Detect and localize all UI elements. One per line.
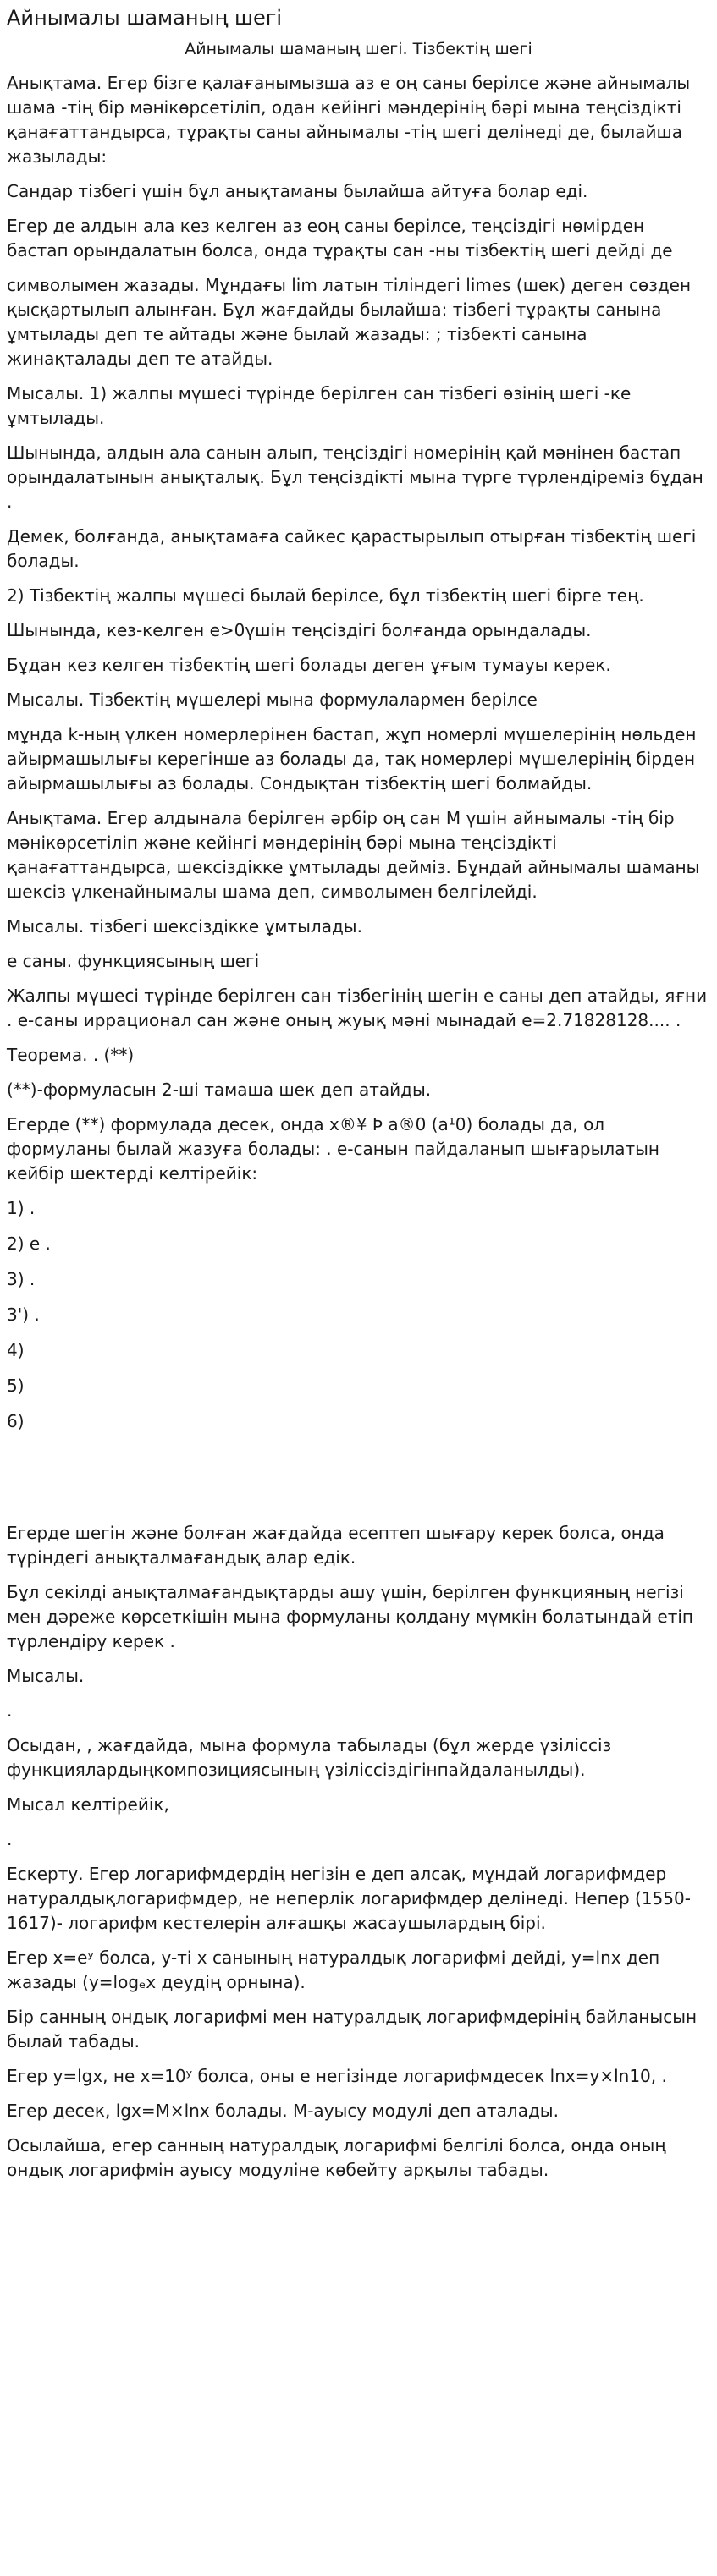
paragraph: Егерде (**) формулада десек, онда x®¥ Þ a®0 (a¹0) болады да, ол формуланы былай жазуға болады: . е-санын пайдаланып шығарылатын кейбір шектерді келтірейік:: [7, 1114, 659, 1184]
list-item: 3') .: [7, 1304, 40, 1325]
numbered-list: [7, 1196, 710, 1433]
paragraph: Егер де алдын ала кез келген аз еоң саны берілсе, теңсіздігі нөмірден бастап орындалатын болса, онда тұрақты сан -ны тізбектің шегі дейді де: [7, 216, 673, 261]
list-item: 6): [7, 1411, 25, 1431]
list-item: 1) .: [7, 1198, 36, 1218]
paragraph: .: [7, 1829, 13, 1849]
paragraph: Анықтама. Егер бізге қалағанымызша аз е оң саны берілсе және айнымалы шама -тің бір мәнікөрсетіліп, одан кейінгі мәндерінің бәрі мына теңсіздікті қанағаттандырса, тұрақты саны айнымалы -тің шегі делінеді де, былайша жазылады:: [7, 73, 691, 167]
page-subtitle: Айнымалы шаманың шегі. Тізбектің шегі: [185, 40, 532, 58]
paragraph: Егерде шегін және болған жағдайда есептеп шығару керек болса, онда түріндегі анықталмағандық алар едік.: [7, 1523, 665, 1568]
paragraph: символымен жазады. Мұндағы lim латын тіліндегі limes (шек) деген сөзден қысқартылып алынған. Бұл жағдайды былайша: тізбегі тұрақты санына ұмтылады деп те айтады және былай жазады: ; тізбекті санына жинақталады деп те атайды.: [7, 275, 692, 369]
paragraph: Сандар тізбегі үшін бұл анықтаманы былайша айтуға болар еді.: [7, 181, 588, 201]
bottom-section: [7, 1521, 710, 2183]
list-item: 3) .: [7, 1269, 36, 1289]
paragraph: Бұдан кез келген тізбектің шегі болады деген ұғым тумауы керек.: [7, 655, 611, 675]
paragraph: Бұл секілді анықталмағандықтарды ашу үшін, берілген функцияның негізі мен дәреже көрсеткішін мына формуланы қолдану мүмкін болатындай етіп түрлендіру керек .: [7, 1582, 694, 1651]
paragraph: (**)-формуласын 2-ші тамаша шек деп атайды.: [7, 1079, 432, 1100]
paragraph: Егер y=lgx, не x=10ʸ болса, оны е негізінде логарифмдесек lnx=y×ln10, .: [7, 2066, 667, 2086]
paragraph: .: [7, 1700, 13, 1721]
paragraph: Мысалы.: [7, 1666, 85, 1686]
paragraph: е саны. функциясының шегі: [7, 951, 260, 971]
paragraph: Мысалы. Тізбектің мүшелері мына формулалармен берілсе: [7, 689, 538, 710]
list-item: 2) е .: [7, 1233, 51, 1254]
top-section: [7, 71, 710, 1186]
list-item: 5): [7, 1376, 25, 1396]
paragraph: Осылайша, егер санның натуралдық логарифмі белгілі болса, онда оның ондық логарифмін ауысу модуліне көбейту арқылы табады.: [7, 2135, 666, 2180]
blank-space: [7, 1445, 710, 1521]
paragraph: мұнда k-ның үлкен номерлерінен бастап, жұп номерлі мүшелерінің нөльден айырмашылығы керегінше аз болады да, тақ номерлері мүшелерінің бірден айырмашылығы аз болады. Сондықтан тізбектің шегі болмайды.: [7, 724, 697, 794]
paragraph: Жалпы мүшесі түрінде берілген сан тізбегінің шегін е саны деп атайды, яғни . е-саны иррационал сан және оның жуық мәні мынадай е=2.71828128.... .: [7, 986, 708, 1030]
paragraph: Осыдан, , жағдайда, мына формула табылады (бұл жерде үзіліссіз функциялардыңкомпозициясының үзіліссіздігінпайдаланылды).: [7, 1735, 612, 1780]
paragraph: Анықтама. Егер алдынала берілген әрбір оң сан M үшін айнымалы -тің бір мәнікөрсетіліп және кейінгі мәндерінің бәрі мына теңсіздікті қанағаттандырса, шексіздікке ұмтылады дейміз. Бұндай айнымалы шаманы шексіз үлкенайнымалы шама деп, символымен белгілейді.: [7, 808, 700, 902]
paragraph: Мысалы. 1) жалпы мүшесі түрінде берілген сан тізбегі өзінің шегі -ке ұмтылады.: [7, 383, 632, 428]
paragraph: Егер x=eʸ болса, y-ті x санының натуралдық логарифмі дейді, y=lnx деп жазады (y=logₑx деудің орнына).: [7, 1947, 660, 1992]
paragraph: Ескерту. Егер логарифмдердің негізін е деп алсақ, мұндай логарифмдер натуралдықлогарифмдер, не неперлік логарифмдер делінеді. Непер (1550-1617)- логарифм кестелерін алғашқы жасаушылардың бірі.: [7, 1864, 691, 1933]
paragraph: Демек, болғанда, анықтамаға сайкес қарастырылып отырған тізбектің шегі болады.: [7, 526, 697, 571]
paragraph: Шынында, алдын ала санын алып, теңсіздігі номерінің қай мәнінен бастап орындалатынын анықталық. Бұл теңсіздікті мына түрге түрлендіреміз бұдан .: [7, 442, 703, 512]
paragraph: Мысал келтірейік,: [7, 1794, 169, 1815]
paragraph: 2) Тізбектің жалпы мүшесі былай берілсе, бұл тізбектің шегі бірге тең.: [7, 585, 644, 606]
paragraph: Бір санның ондық логарифмі мен натуралдық логарифмдерінің байланысын былай табады.: [7, 2007, 698, 2051]
page-title: Айнымалы шаманың шегі: [7, 6, 282, 30]
paragraph: Теорема. . (**): [7, 1045, 135, 1065]
paragraph: Мысалы. тізбегі шексіздікке ұмтылады.: [7, 916, 362, 936]
list-item: 4): [7, 1340, 25, 1360]
paragraph: Шынында, кез-келген e>0үшін теңсіздігі болғанда орындалады.: [7, 620, 592, 640]
paragraph: Егер десек, lgx=M×lnx болады. М-ауысу модулі деп аталады.: [7, 2101, 559, 2121]
